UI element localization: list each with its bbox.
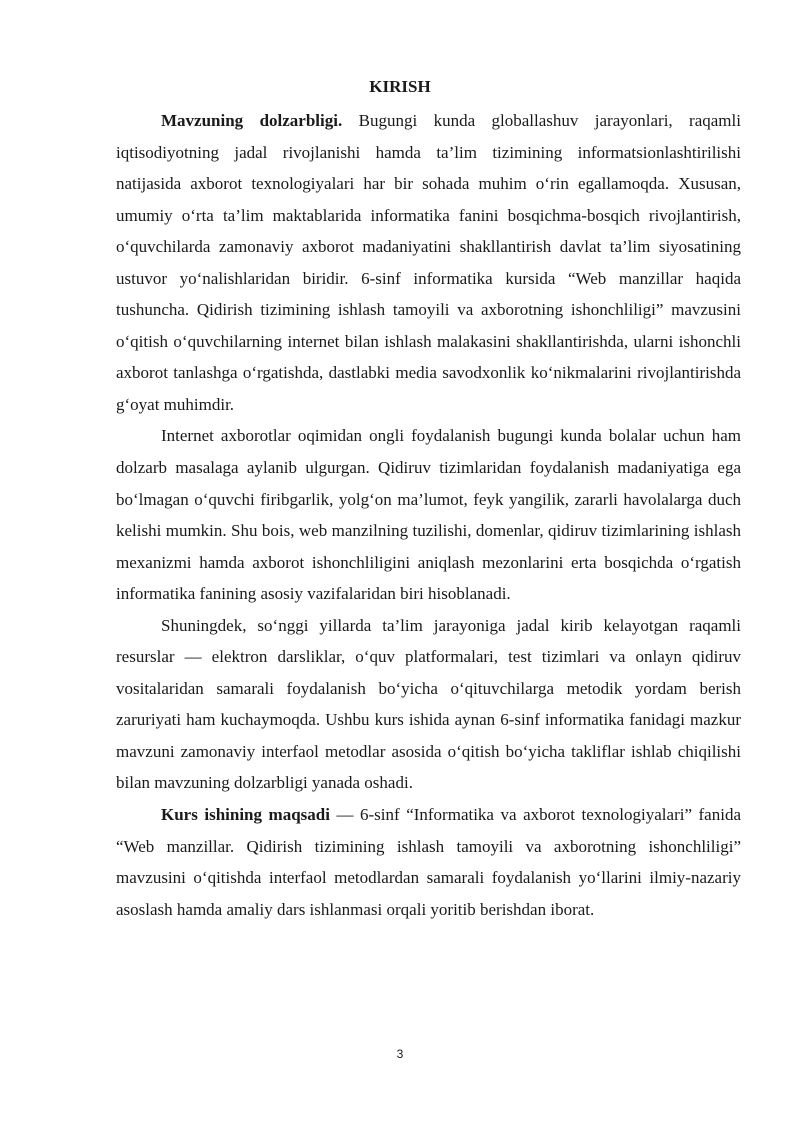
paragraph-lead: Mavzuning dolzarbligi. xyxy=(161,111,343,130)
page-number: 3 xyxy=(396,1047,404,1061)
paragraph-lead: Kurs ishining maqsadi xyxy=(161,805,330,825)
paragraph-relevance xyxy=(116,105,741,420)
paragraph-text: Bugungi kunda globallashuv jarayonlari, raqamli iqtisodiyotning jadal rivojlanishi hamda ta’lim tizimining informatsionlashtirilishi natijasida axborot texnologiyalari har bir sohada muhim o‘rin egallamoqda. Xususan, umumiy o‘rta ta’lim maktablarida informatika fanini bosqichma-bosqich rivojlantirish, o‘quvchilarda zamonaviy axborot madaniyatini shakllantirish davlat ta’lim siyosatining ustuvor yo‘nalishlaridan biridir. 6-sinf informatika kursida “Web manzillar haqida tushuncha. Qidirish tizimining ishlash tamoyili va axborotning ishonchliligi” mavzusini o‘qitish o‘quvchilarning internet bilan ishlash malakasini shakllantirishda, ularni ishonchli axborot tanlashga o‘rgatishda, dastlabki media savodxonlik ko‘nikmalarini rivojlantirishda g‘oyat muhimdir. xyxy=(116,111,741,414)
document-body xyxy=(116,105,741,925)
page-title: KIRISH xyxy=(369,77,431,96)
paragraph-internet xyxy=(116,420,741,609)
paragraph-text: — 6-sinf “Informatika va axborot texnologiyalari” fanida “Web manzillar. Qidirish tizimining ishlash tamoyili va axborotning ishonchliligi” mavzusini o‘qitishda interfaol metodlardan samarali foydalanish yo‘llarini ilmiy-nazariy asoslash hamda amaliy dars ishlanmasi orqali yoritib berishdan iborat. xyxy=(116,805,741,919)
paragraph-goal xyxy=(116,799,741,925)
paragraph-text: Shuningdek, so‘nggi yillarda ta’lim jarayoniga jadal kirib kelayotgan raqamli resurslar — elektron darsliklar, o‘quv platformalari, test tizimlari va onlayn qidiruv vositalaridan samarali foydalanish bo‘yicha o‘qituvchilarga metodik yordam berish zaruriyati ham kuchaymoqda. Ushbu kurs ishida aynan 6-sinf informatika fanidagi mazkur mavzuni zamonaviy interfaol metodlar asosida o‘qitish bo‘yicha takliflar ishlab chiqilishi bilan mavzuning dolzarbligi yanada oshadi. xyxy=(116,615,741,793)
paragraph-digital-resources xyxy=(116,610,741,799)
paragraph-text: Internet axborotlar oqimidan ongli foydalanish bugungi kunda bolalar uchun ham dolzarb masalaga aylanib ulgurgan. Qidiruv tizimlaridan foydalanish madaniyatiga ega bo‘lmagan o‘quvchi firibgarlik, yolg‘on ma’lumot, feyk yangilik, zararli havolalarga duch kelishi mumkin. Shu bois, web manzilning tuzilishi, domenlar, qidiruv tizimlarining ishlash mexanizmi hamda axborot ishonchliligini aniqlash mezonlarini erta bosqichda o‘rgatish informatika fanining asosiy vazifalaridan biri hisoblanadi. xyxy=(116,426,741,604)
